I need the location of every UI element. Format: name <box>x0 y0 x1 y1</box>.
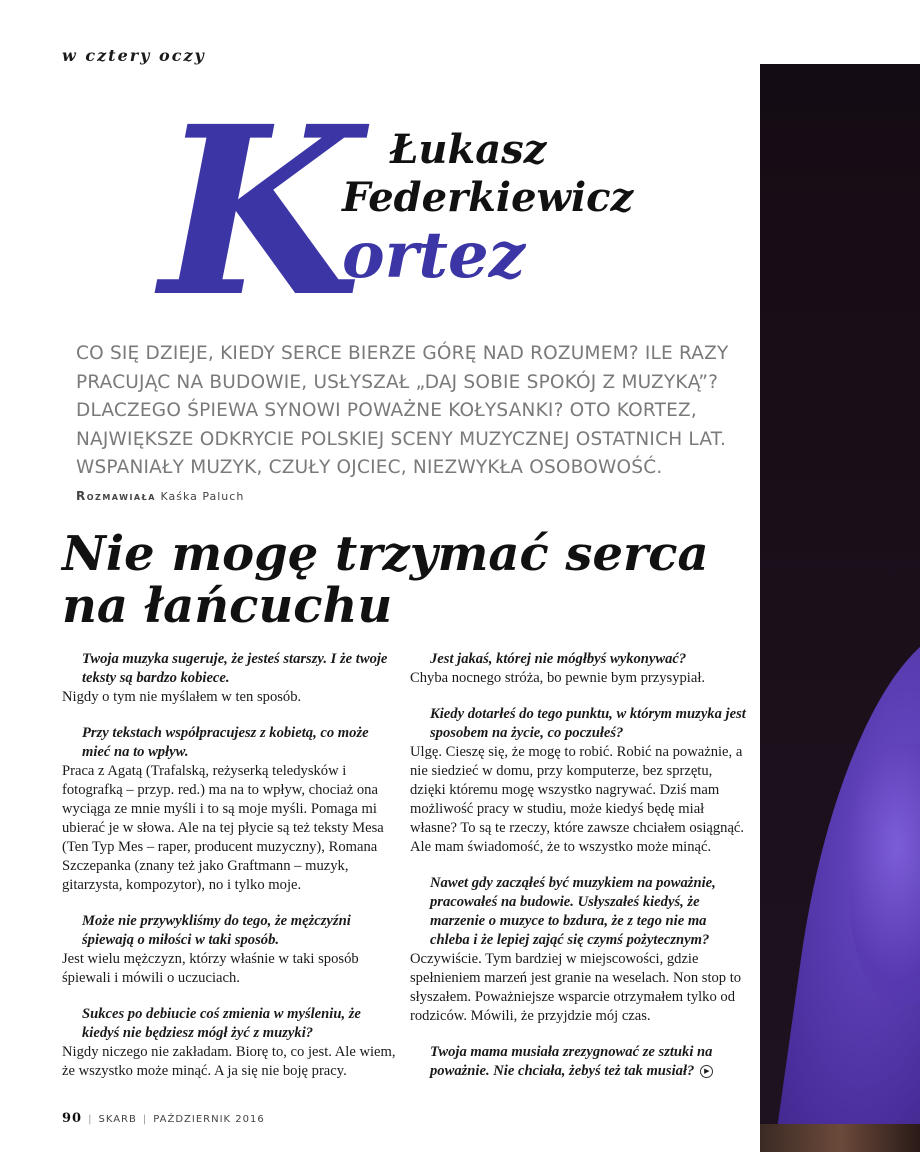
title-alias: ortez <box>342 218 526 293</box>
headline: Nie mogę trzymać serca na łańcuchu <box>62 526 709 634</box>
cover-photo <box>760 64 920 1152</box>
qa-block <box>410 874 748 1026</box>
question: Nawet gdy zacząłeś być muzykiem na poważnie, pracowałeś na budowie. Usłyszałeś kiedyś, że marzenie o muzyce to bzdura, że z tego nie ma chleba i że lepiej zająć się czymś pożytecznym? <box>430 875 716 948</box>
question: Jest jakaś, której nie mógłbyś wykonywać? <box>430 651 687 667</box>
qa-block <box>62 1005 400 1081</box>
qa-block <box>62 724 400 895</box>
qa-block <box>410 650 748 688</box>
question <box>410 1043 748 1081</box>
issue-date: PAŹDZIERNIK 2016 <box>153 1114 265 1125</box>
right-column <box>410 650 748 1098</box>
title-first-name: Łukasz <box>390 126 547 173</box>
photo-bottom-edge <box>760 1124 920 1152</box>
left-column <box>62 650 400 1098</box>
page-footer <box>62 1111 265 1126</box>
title-last-name: Federkiewicz <box>342 174 634 221</box>
question: Może nie przywykliśmy do tego, że mężczyźni śpiewają o miłości w taki sposób. <box>82 913 351 948</box>
byline <box>76 489 244 503</box>
qa-block <box>62 912 400 988</box>
byline-label: Rozmawiała <box>76 489 156 503</box>
byline-author: Kaśka Paluch <box>160 490 245 503</box>
section-tag: w cztery oczy <box>62 46 206 65</box>
answer: Nigdy o tym nie myślałem w ten sposób. <box>62 689 302 705</box>
answer: Oczywiście. Tym bardziej w miejscowości, gdzie spełnieniem marzeń jest granie na weselach. Non stop to słyszałem. Poważniejsze wsparcie otrzymałem tylko od rodziców. Mówili, że przyjdzie mój czas. <box>410 951 742 1024</box>
qa-block <box>410 705 748 857</box>
answer: Nigdy niczego nie zakładam. Biorę to, co jest. Ale wiem, że wszystko może minąć. A ja się nie boję pracy. <box>62 1044 396 1079</box>
title-initial: K <box>160 75 362 348</box>
question: Sukces po debiucie coś zmienia w myśleniu, że kiedyś nie będziesz mógł żyć z muzyki? <box>82 1006 361 1041</box>
qa-block <box>410 1043 748 1081</box>
question: Twoja muzyka sugeruje, że jesteś starszy. I że twoje teksty są bardzo kobiece. <box>82 651 388 686</box>
photo-highlight-shape <box>850 744 920 1004</box>
lead-paragraph: CO SIĘ DZIEJE, KIEDY SERCE BIERZE GÓRĘ NAD ROZUMEM? ILE RAZY PRACUJĄC NA BUDOWIE, USŁYSZAŁ „DAJ SOBIE SPOKÓJ Z MUZYKĄ”? DLACZEGO ŚPIEWA SYNOWI POWAŻNE KOŁYSANKI? OTO KORTEZ, NAJWIĘKSZE ODKRYCIE POLSKIEJ SCENY MUZYCZNEJ OSTATNICH LAT. WSPANIAŁY MUZYK, CZUŁY OJCIEC, NIEZWYKŁA OSOBOWOŚĆ. <box>76 343 729 478</box>
answer: Ulgę. Cieszę się, że mogę to robić. Robić na poważnie, a nie siedzieć w domu, przy komputerze, bez sprzętu, dzięki któremu mogę wszystko nagrywać. Dziś mam możliwość pracy w studiu, może kiedyś będę miał własne? To są te rzeczy, które zawsze chciałem osiągnąć. Ale mam świadomość, że to wszystko może minąć. <box>410 744 745 855</box>
question-text: Twoja mama musiała zrezygnować ze sztuki na poważnie. Nie chciała, żebyś też tak musiał? <box>430 1044 713 1079</box>
answer: Chyba nocnego stróża, bo pewnie bym przysypiał. <box>410 670 706 686</box>
question: Kiedy dotarłeś do tego punktu, w którym muzyka jest sposobem na życie, co poczułeś? <box>430 706 746 741</box>
page-number: 90 <box>62 1111 83 1126</box>
answer: Praca z Agatą (Trafalską, reżyserką teledysków i fotografką – przyp. red.) ma na to wpływ, chociaż ona wyciąga ze mnie myśli i to są moje myśli. Pomaga mi ubierać je w słowa. Ale na tej płycie są też teksty Mesa (Ten Typ Mes – raper, producent muzyczny), Romana Szczepanka (znany też jako Graftmann – muzyk, gitarzysta, kompozytor), no i tylko moje. <box>62 763 384 893</box>
question: Przy tekstach współpracujesz z kobietą, co może mieć na to wpływ. <box>82 725 369 760</box>
answer: Jest wielu mężczyzn, którzy właśnie w taki sposób śpiewali i mówili o uczuciach. <box>62 951 359 986</box>
qa-block <box>62 650 400 707</box>
footer-separator: | <box>142 1114 148 1125</box>
continue-arrow-icon: ▶ <box>700 1065 713 1078</box>
footer-separator: | <box>88 1114 93 1125</box>
magazine-name: SKARB <box>98 1114 137 1125</box>
